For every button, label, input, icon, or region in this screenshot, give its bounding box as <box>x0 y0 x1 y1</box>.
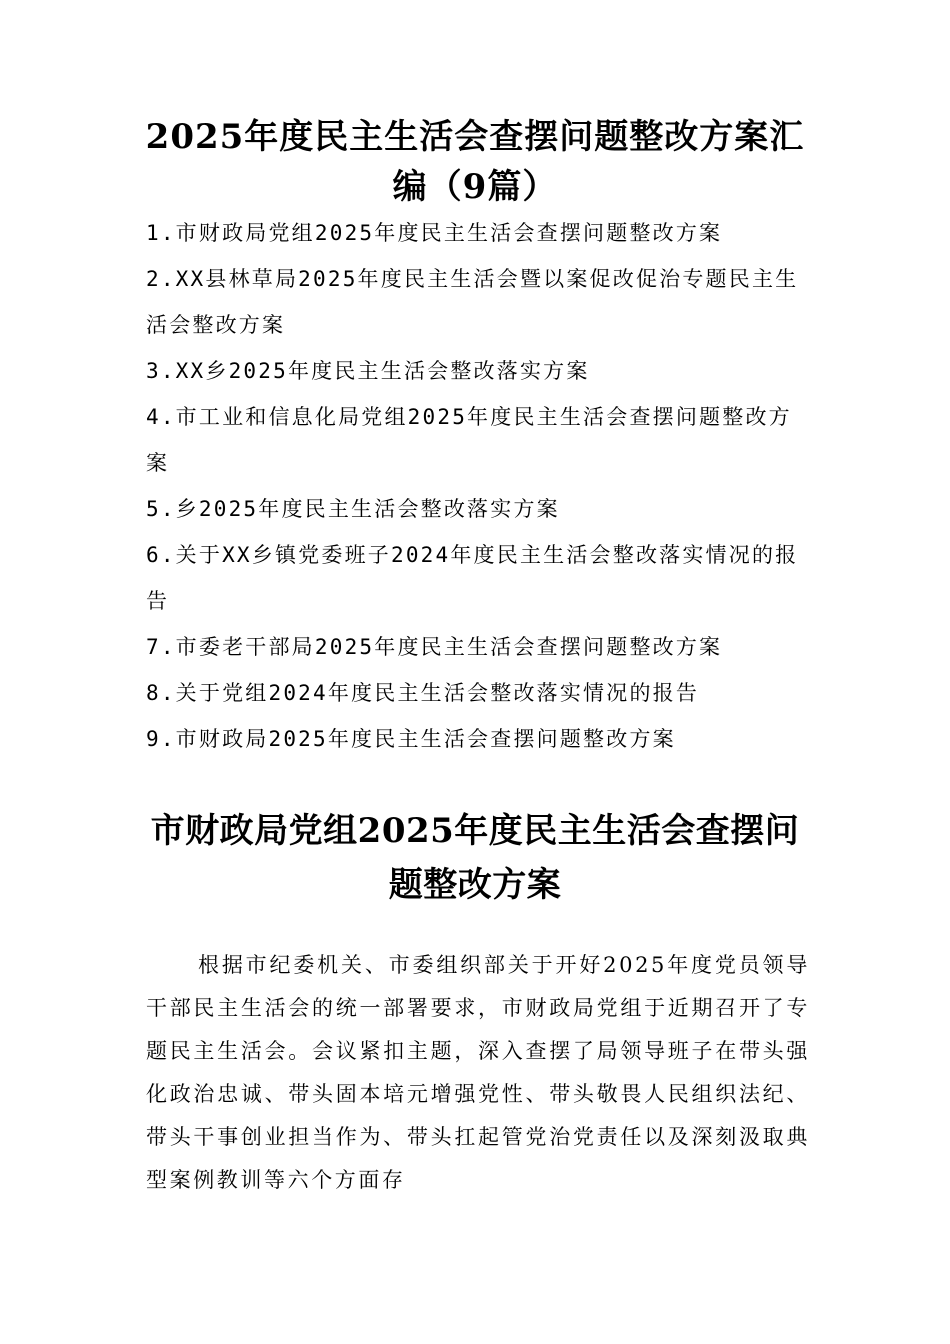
toc-item: 8.关于党组2024年度民主生活会整改落实情况的报告 <box>146 681 700 705</box>
toc-item: 4.市工业和信息化局党组2025年度民主生活会查摆问题整改方案 <box>146 405 792 475</box>
table-of-contents <box>146 210 810 762</box>
toc-item: 3.XX乡2025年度民主生活会整改落实方案 <box>146 359 590 383</box>
toc-item: 5.乡2025年度民主生活会整改落实方案 <box>146 497 560 521</box>
toc-item: 9.市财政局2025年度民主生活会查摆问题整改方案 <box>146 727 676 751</box>
toc-item: 2.XX县林草局2025年度民主生活会暨以案促改促治专题民主生活会整改方案 <box>146 267 799 337</box>
section-title: 市财政局党组2025年度民主生活会查摆问题整改方案 <box>150 811 800 905</box>
toc-item: 1.市财政局党组2025年度民主生活会查摆问题整改方案 <box>146 221 723 245</box>
toc-item: 6.关于XX乡镇党委班子2024年度民主生活会整改落实情况的报告 <box>146 543 799 613</box>
document-main-title: 2025年度民主生活会查摆问题整改方案汇编（9篇） <box>145 117 805 207</box>
toc-item: 7.市委老干部局2025年度民主生活会查摆问题整改方案 <box>146 635 723 659</box>
body-paragraph: 根据市纪委机关、市委组织部关于开好2025年度党员领导干部民主生活会的统一部署要求，市财政局党组于近期召开了专题民主生活会。会议紧扣主题，深入查摆了局领导班子在带头强化政治忠诚、带头固本培元增强党性、带头敬畏人民组织法纪、带头干事创业担当作为、带头扛起管党治党责任以及深刻汲取典型案例教训等六个方面存 <box>146 953 810 1192</box>
